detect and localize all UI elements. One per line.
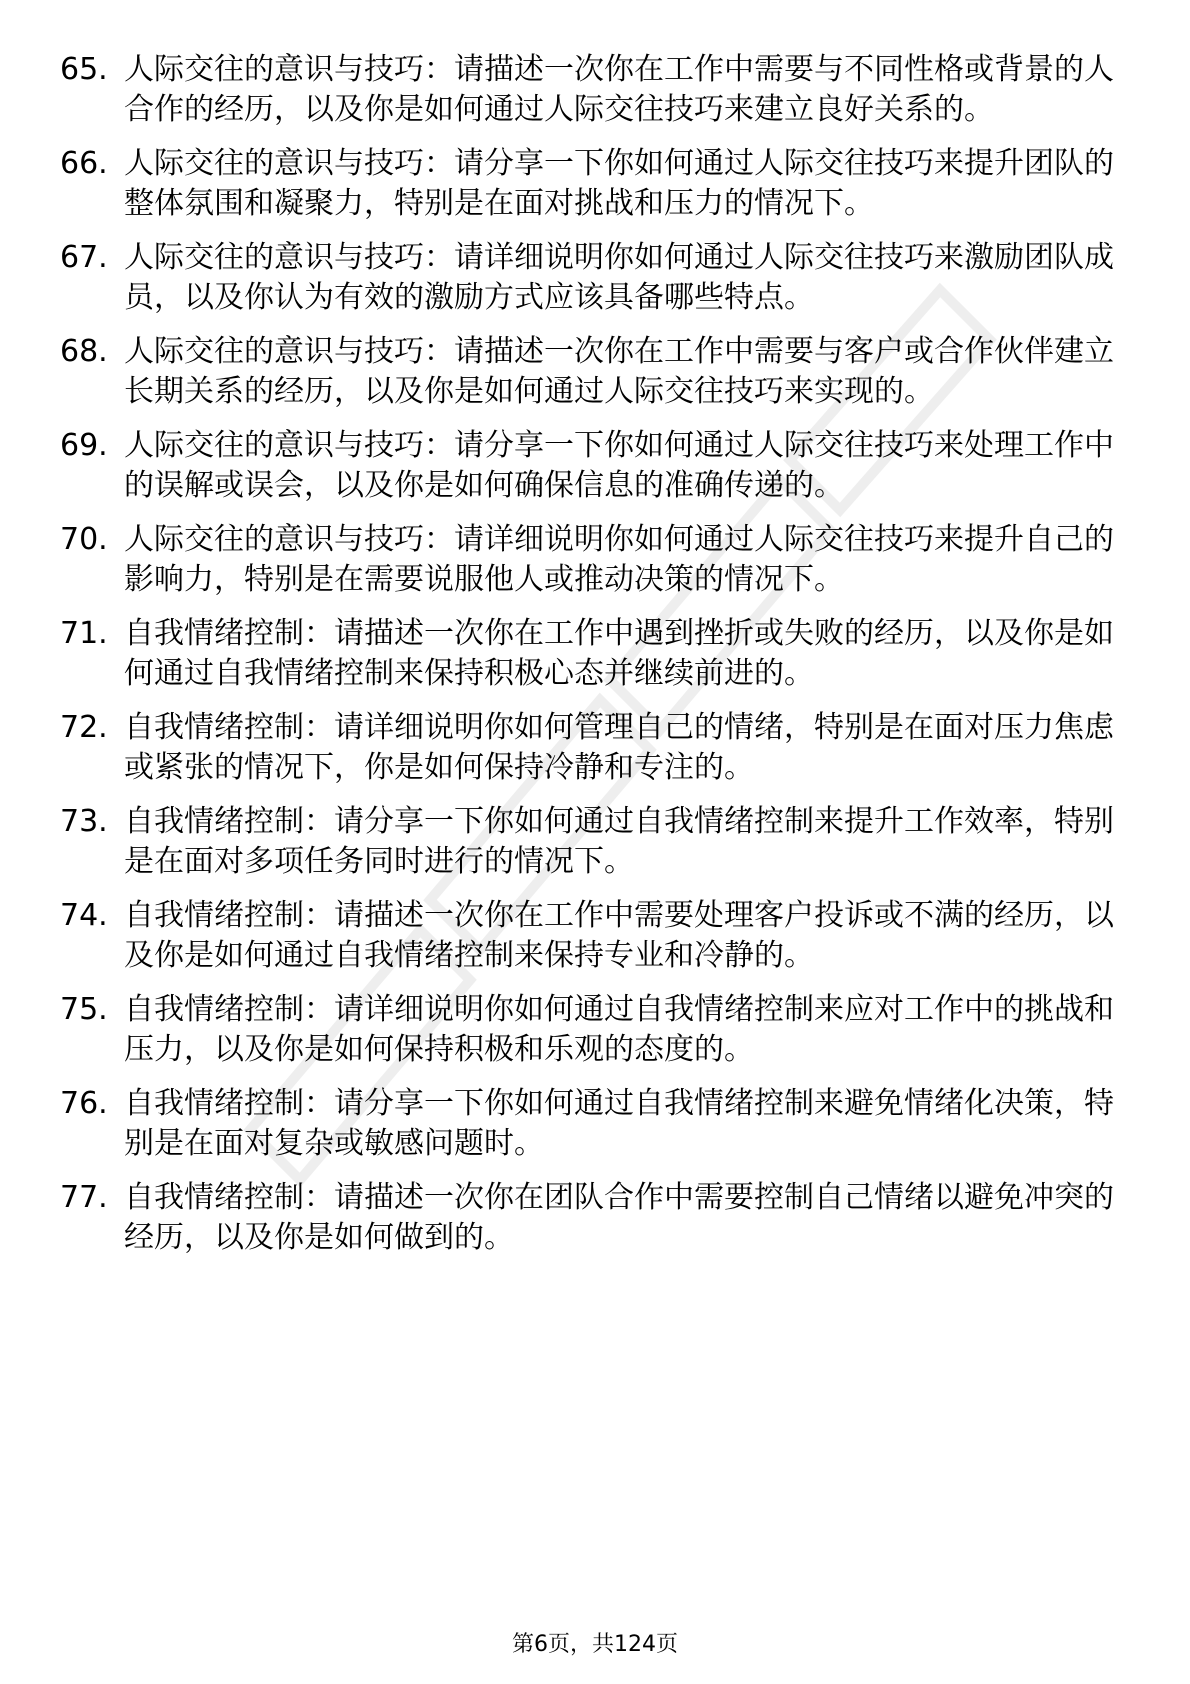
question-number: 74. xyxy=(60,898,108,933)
question-item xyxy=(60,238,1130,318)
question-item xyxy=(60,708,1130,788)
question-text: 自我情绪控制：请描述一次你在工作中需要处理客户投诉或不满的经历，以及你是如何通过自我情绪控制来保持专业和冷静的。 xyxy=(124,898,1114,973)
question-number: 69. xyxy=(60,428,108,463)
question-text: 人际交往的意识与技巧：请详细说明你如何通过人际交往技巧来激励团队成员，以及你认为有效的激励方式应该具备哪些特点。 xyxy=(124,240,1114,315)
question-item xyxy=(60,332,1130,412)
page-footer: 第6页，共124页 xyxy=(512,1632,678,1657)
question-number: 76. xyxy=(60,1086,108,1121)
question-text: 人际交往的意识与技巧：请分享一下你如何通过人际交往技巧来处理工作中的误解或误会，以及你是如何确保信息的准确传递的。 xyxy=(124,428,1114,503)
question-number: 75. xyxy=(60,992,108,1027)
question-item xyxy=(60,520,1130,600)
question-item xyxy=(60,802,1130,882)
question-number: 71. xyxy=(60,616,108,651)
question-item xyxy=(60,1084,1130,1164)
question-text: 自我情绪控制：请分享一下你如何通过自我情绪控制来提升工作效率，特别是在面对多项任务同时进行的情况下。 xyxy=(124,804,1114,879)
question-text: 人际交往的意识与技巧：请描述一次你在工作中需要与客户或合作伙伴建立长期关系的经历，以及你是如何通过人际交往技巧来实现的。 xyxy=(124,334,1114,409)
question-number: 70. xyxy=(60,522,108,557)
question-item xyxy=(60,426,1130,506)
question-number: 72. xyxy=(60,710,108,745)
question-number: 73. xyxy=(60,804,108,839)
question-text: 自我情绪控制：请详细说明你如何管理自己的情绪，特别是在面对压力焦虑或紧张的情况下，你是如何保持冷静和专注的。 xyxy=(124,710,1114,785)
question-text: 自我情绪控制：请详细说明你如何通过自我情绪控制来应对工作中的挑战和压力，以及你是如何保持积极和乐观的态度的。 xyxy=(124,992,1114,1067)
question-text: 自我情绪控制：请描述一次你在工作中遇到挫折或失败的经历，以及你是如何通过自我情绪控制来保持积极心态并继续前进的。 xyxy=(124,616,1114,691)
question-list xyxy=(60,50,1130,1272)
question-text: 自我情绪控制：请分享一下你如何通过自我情绪控制来避免情绪化决策，特别是在面对复杂或敏感问题时。 xyxy=(124,1086,1114,1161)
question-text: 人际交往的意识与技巧：请分享一下你如何通过人际交往技巧来提升团队的整体氛围和凝聚力，特别是在面对挑战和压力的情况下。 xyxy=(124,146,1114,221)
question-item xyxy=(60,144,1130,224)
question-text: 自我情绪控制：请描述一次你在团队合作中需要控制自己情绪以避免冲突的经历，以及你是如何做到的。 xyxy=(124,1180,1114,1255)
question-number: 65. xyxy=(60,52,108,87)
question-text: 人际交往的意识与技巧：请描述一次你在工作中需要与不同性格或背景的人合作的经历，以及你是如何通过人际交往技巧来建立良好关系的。 xyxy=(124,52,1114,127)
question-item xyxy=(60,50,1130,130)
question-number: 68. xyxy=(60,334,108,369)
question-number: 66. xyxy=(60,146,108,181)
question-item xyxy=(60,896,1130,976)
question-item xyxy=(60,1178,1130,1258)
question-text: 人际交往的意识与技巧：请详细说明你如何通过人际交往技巧来提升自己的影响力，特别是在需要说服他人或推动决策的情况下。 xyxy=(124,522,1114,597)
question-number: 77. xyxy=(60,1180,108,1215)
question-item xyxy=(60,990,1130,1070)
question-number: 67. xyxy=(60,240,108,275)
question-item xyxy=(60,614,1130,694)
